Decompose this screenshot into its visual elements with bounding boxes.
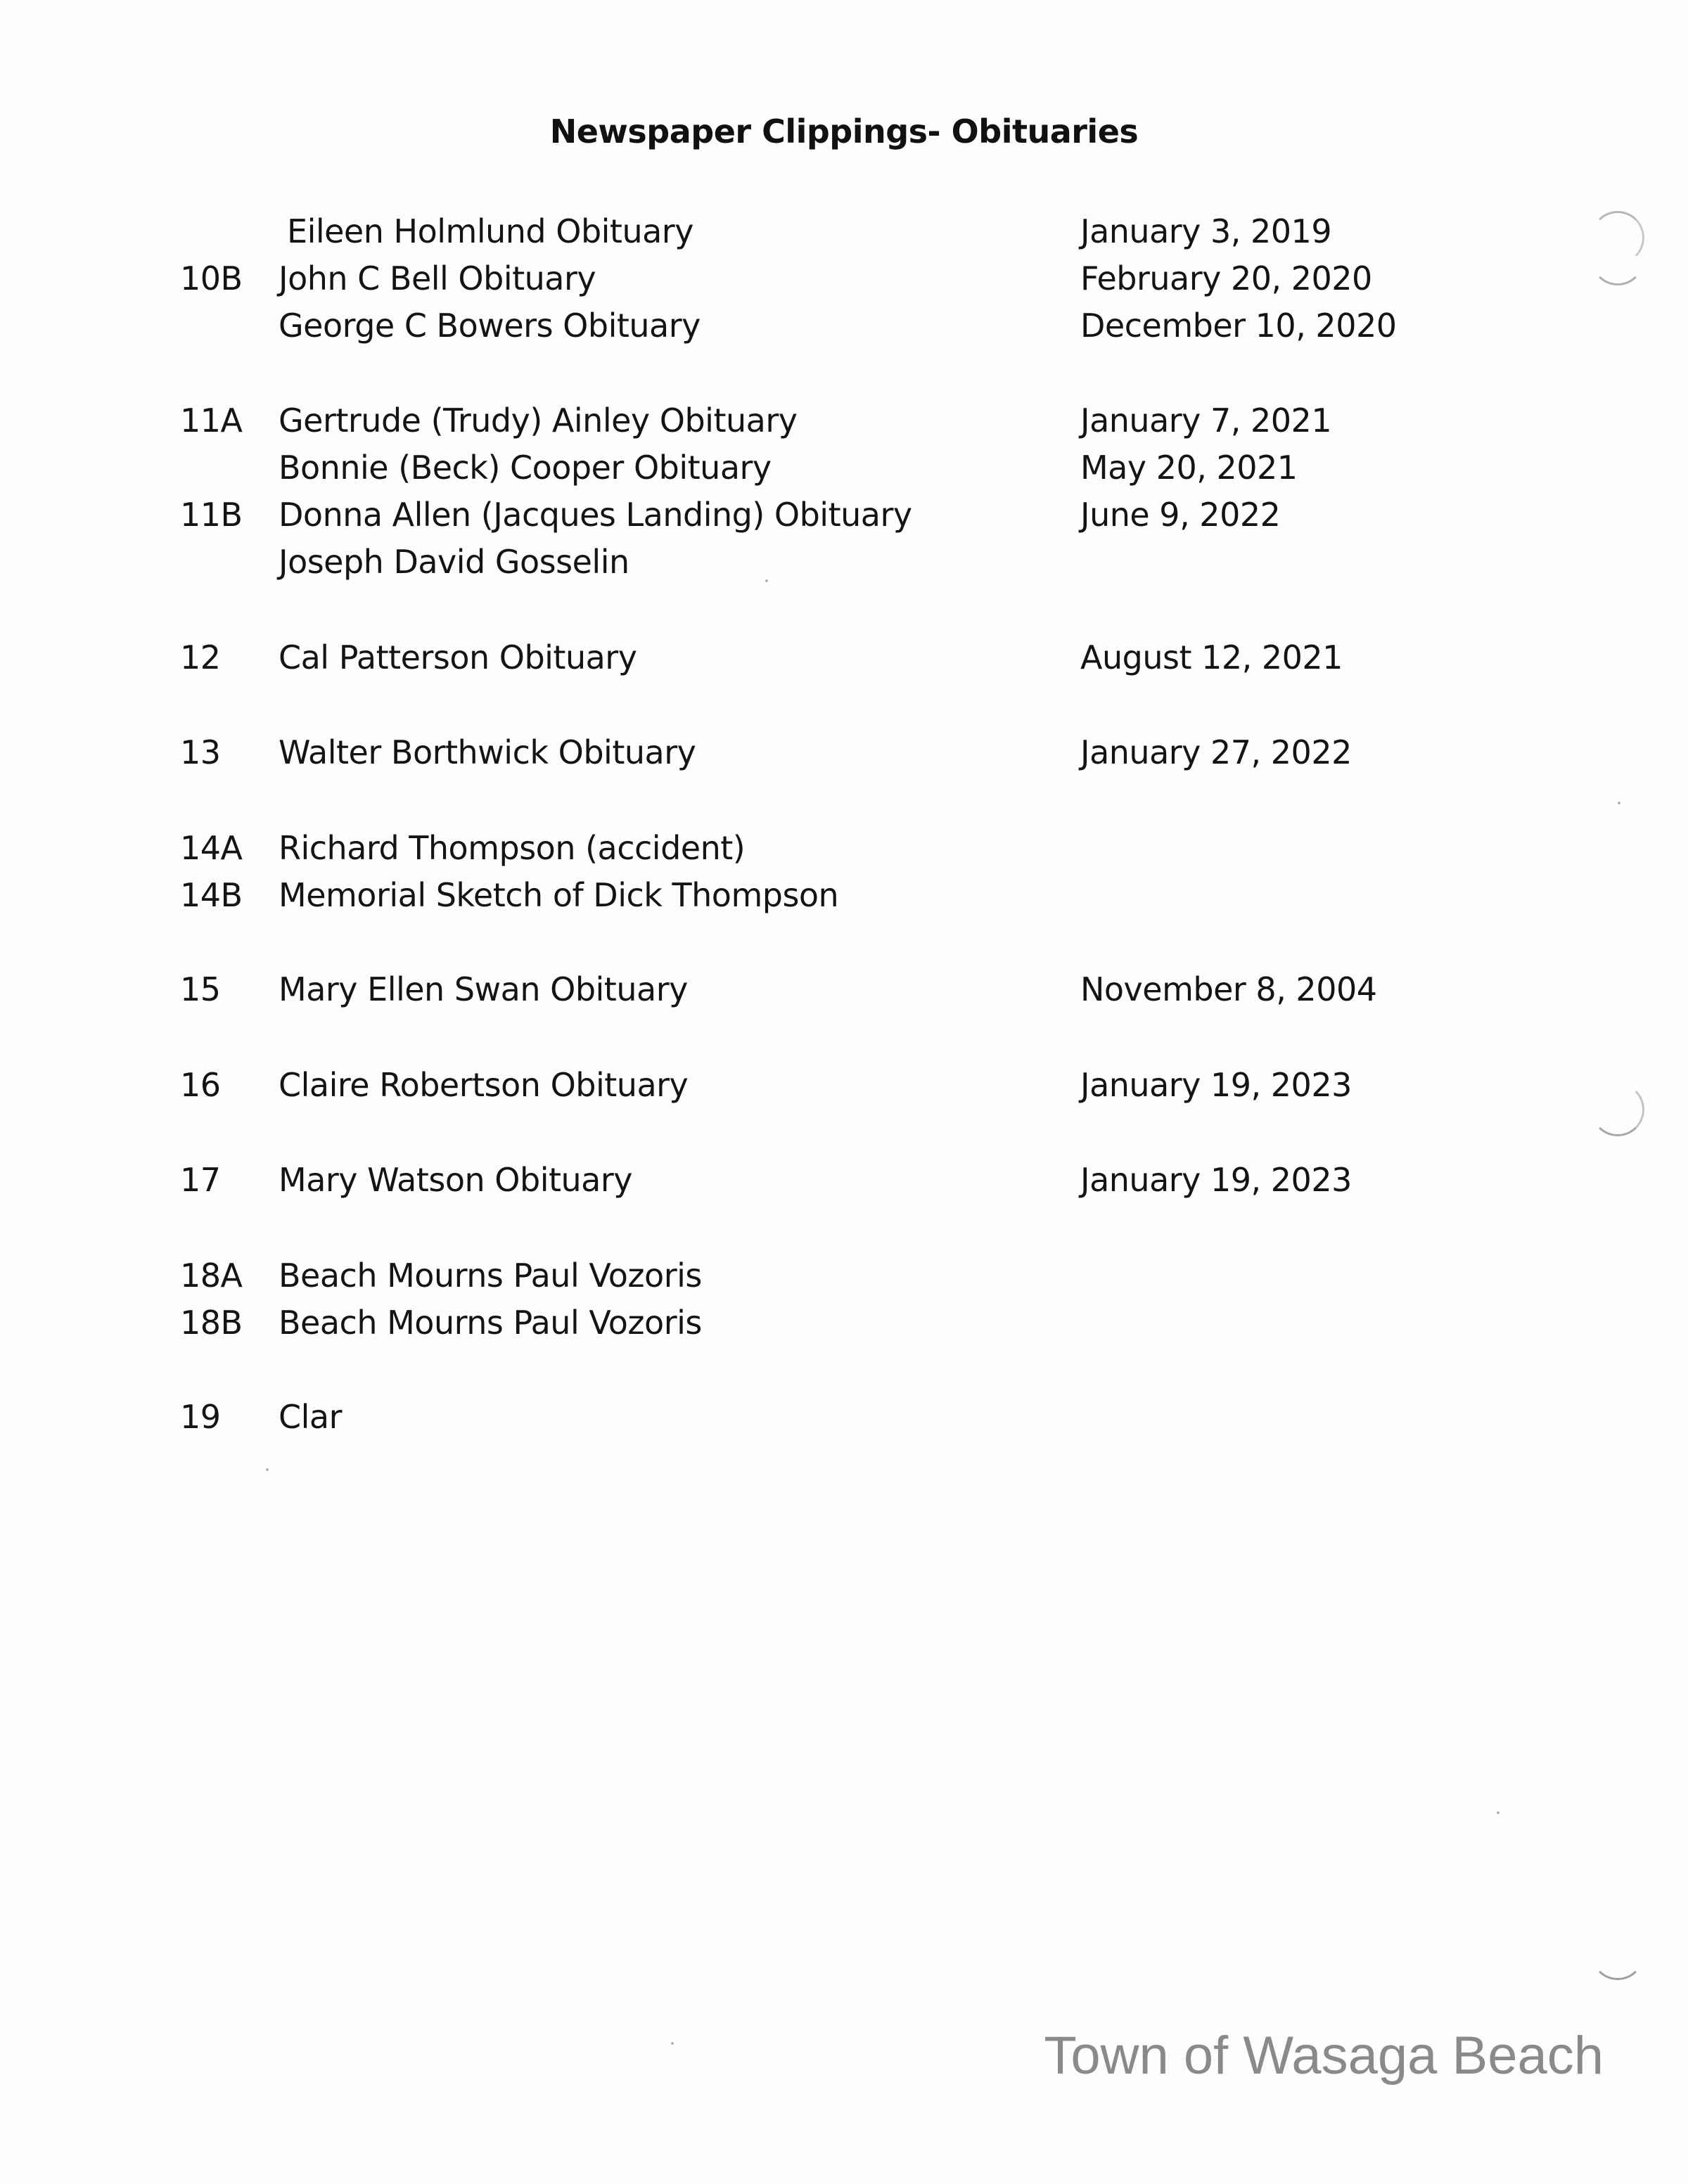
entry-code: 13 bbox=[180, 733, 221, 771]
entry-code: 15 bbox=[180, 970, 221, 1008]
entry-date: January 19, 2023 bbox=[1080, 1066, 1352, 1104]
scan-speck bbox=[765, 579, 768, 582]
entry-name: Bonnie (Beck) Cooper Obituary bbox=[279, 449, 772, 487]
entry-name: Memorial Sketch of Dick Thompson bbox=[279, 876, 839, 914]
entry-date: November 8, 2004 bbox=[1080, 970, 1377, 1008]
entry-date: February 20, 2020 bbox=[1080, 259, 1372, 297]
entry-date: August 12, 2021 bbox=[1080, 638, 1343, 676]
hole-punch-mark bbox=[1591, 1927, 1644, 1980]
entry-name: Mary Watson Obituary bbox=[279, 1161, 632, 1199]
entry-name: Mary Ellen Swan Obituary bbox=[279, 970, 688, 1008]
hole-punch-mark bbox=[1591, 1083, 1644, 1136]
entry-date: December 10, 2020 bbox=[1080, 307, 1397, 345]
scan-speck bbox=[266, 1468, 269, 1471]
list-item bbox=[0, 1254, 1688, 1297]
entry-name: Clar bbox=[279, 1398, 342, 1436]
entry-date: January 3, 2019 bbox=[1080, 212, 1332, 250]
entry-date: June 9, 2022 bbox=[1080, 496, 1281, 534]
entry-code: 18A bbox=[180, 1257, 243, 1295]
entry-code: 18B bbox=[180, 1304, 243, 1342]
list-item bbox=[0, 493, 1688, 537]
entry-name: Claire Robertson Obituary bbox=[279, 1066, 689, 1104]
list-item bbox=[0, 1158, 1688, 1202]
list-item bbox=[0, 210, 1688, 253]
scan-speck bbox=[1618, 802, 1620, 804]
entry-code: 16 bbox=[180, 1066, 221, 1104]
entry-name: Donna Allen (Jacques Landing) Obituary bbox=[279, 496, 912, 534]
entry-name: Cal Patterson Obituary bbox=[279, 638, 637, 676]
list-item bbox=[0, 968, 1688, 1011]
scan-speck bbox=[671, 2042, 674, 2045]
entry-name: Gertrude (Trudy) Ainley Obituary bbox=[279, 402, 798, 439]
entry-name: Beach Mourns Paul Vozoris bbox=[279, 1304, 702, 1342]
scan-speck bbox=[1497, 1811, 1500, 1814]
list-item bbox=[0, 1063, 1688, 1107]
page-title: Newspaper Clippings- Obituaries bbox=[549, 113, 1139, 150]
watermark-footer: Town of Wasaga Beach bbox=[1044, 2026, 1604, 2086]
list-item bbox=[0, 826, 1688, 870]
list-item bbox=[0, 873, 1688, 917]
entry-code: 10B bbox=[180, 259, 243, 297]
entry-date: January 19, 2023 bbox=[1080, 1161, 1352, 1199]
entry-code: 17 bbox=[180, 1161, 221, 1199]
entry-name: Richard Thompson (accident) bbox=[279, 829, 746, 867]
entry-name: George C Bowers Obituary bbox=[279, 307, 701, 345]
entry-date: January 7, 2021 bbox=[1080, 402, 1332, 439]
entry-code: 11A bbox=[180, 402, 243, 439]
entry-name: Joseph David Gosselin bbox=[279, 543, 629, 581]
hole-punch-mark bbox=[1591, 232, 1644, 285]
entry-date: January 27, 2022 bbox=[1080, 733, 1352, 771]
entry-name: Eileen Holmlund Obituary bbox=[287, 212, 693, 250]
list-item bbox=[0, 257, 1688, 300]
list-item bbox=[0, 731, 1688, 774]
entry-code: 19 bbox=[180, 1398, 221, 1436]
entry-name: Beach Mourns Paul Vozoris bbox=[279, 1257, 702, 1295]
entry-code: 11B bbox=[180, 496, 243, 534]
list-item bbox=[0, 1301, 1688, 1344]
entry-code: 14A bbox=[180, 829, 243, 867]
entry-code: 14B bbox=[180, 876, 243, 914]
list-item bbox=[0, 446, 1688, 489]
list-item bbox=[0, 540, 1688, 584]
list-item bbox=[0, 636, 1688, 679]
entry-name: John C Bell Obituary bbox=[279, 259, 596, 297]
entry-date: May 20, 2021 bbox=[1080, 449, 1298, 487]
list-item bbox=[0, 1395, 1688, 1439]
list-item bbox=[0, 399, 1688, 442]
list-item bbox=[0, 304, 1688, 347]
entry-name: Walter Borthwick Obituary bbox=[279, 733, 696, 771]
entry-code: 12 bbox=[180, 638, 221, 676]
